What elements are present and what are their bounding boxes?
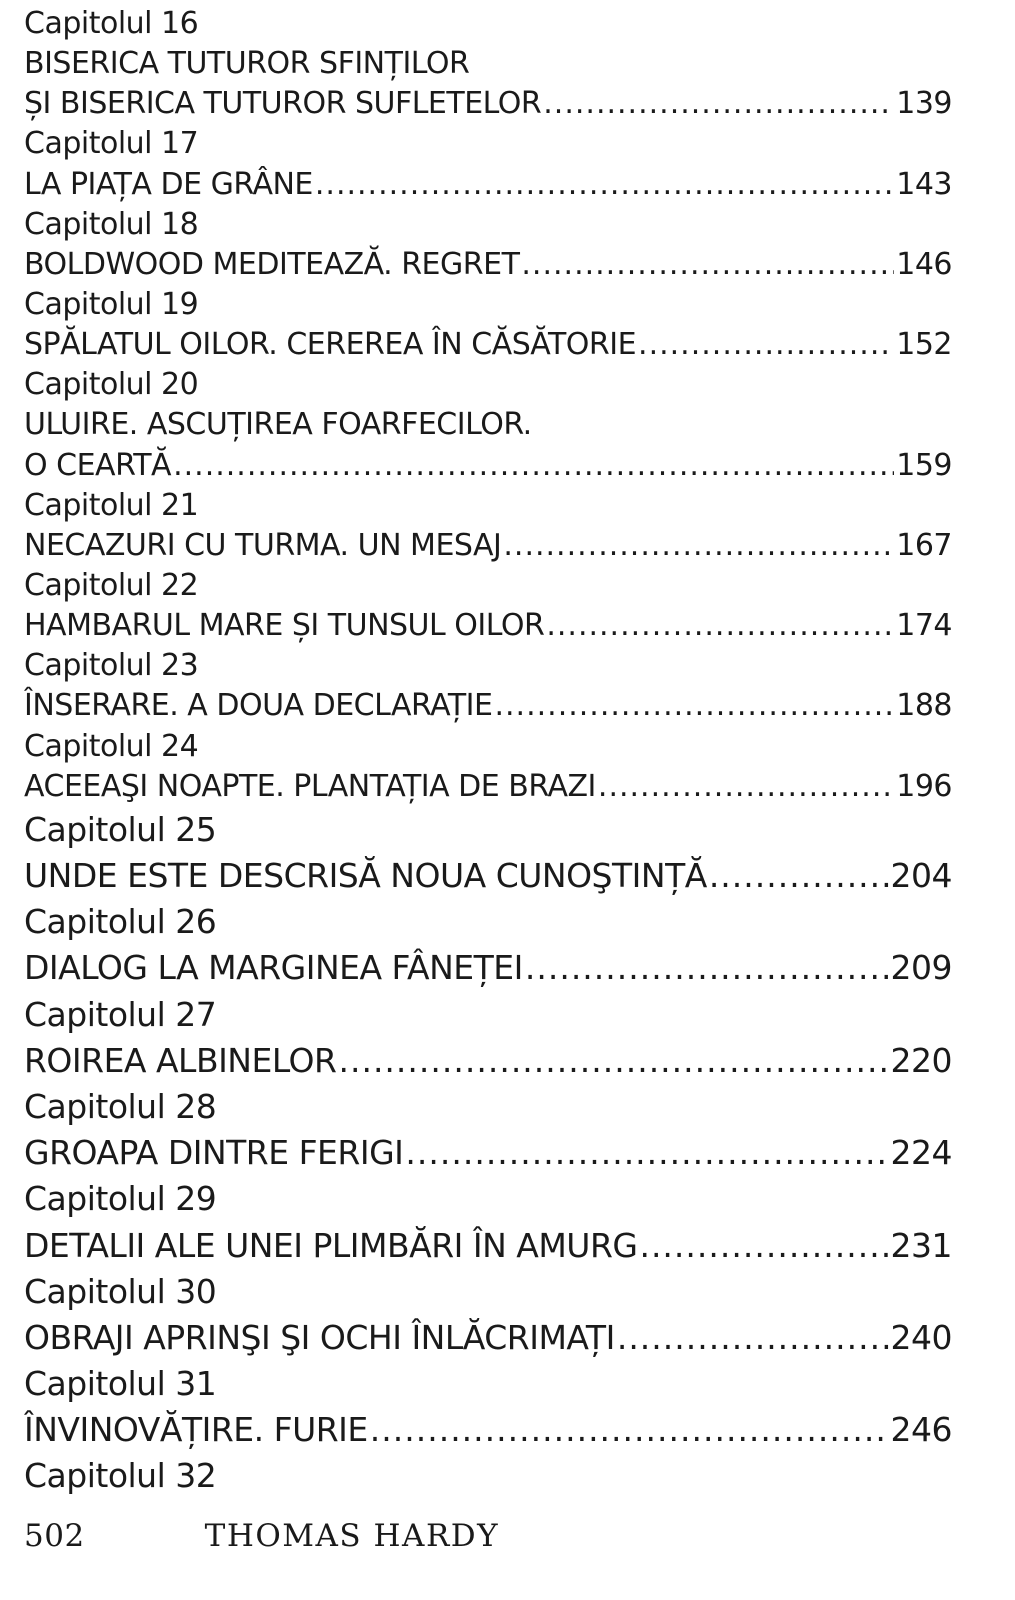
page-number-ref: 240 [890, 1317, 952, 1357]
chapter-title: LA PIAȚA DE GRÂNE [24, 166, 313, 202]
toc-entry [24, 767, 952, 807]
chapter-label: Capitolul 19 [24, 286, 199, 322]
dot-leader [598, 767, 894, 807]
chapter-title: BOLDWOOD MEDITEAZĂ. REGRET [24, 246, 520, 282]
chapter-title: DIALOG LA MARGINEA FÂNEȚEI [24, 948, 523, 988]
toc-entry [24, 853, 952, 899]
table-of-contents [24, 0, 952, 1500]
chapter-title: ACEEAŞI NOAPTE. PLANTAȚIA DE BRAZI [24, 768, 596, 804]
dot-leader [617, 1315, 889, 1361]
toc-entry [24, 1038, 952, 1084]
chapter-title: ÎNSERARE. A DOUA DECLARAȚIE [24, 688, 493, 724]
toc-entry [24, 945, 952, 991]
dot-leader [494, 686, 894, 726]
toc-entry [24, 1130, 952, 1176]
chapter-title: UNDE ESTE DESCRISĂ NOUA CUNOŞTINȚĂ [24, 856, 707, 895]
dot-leader [173, 446, 894, 486]
chapter-label: Capitolul 25 [24, 809, 217, 849]
page-number-ref: 143 [896, 166, 952, 202]
chapter-title: DETALII ALE UNEI PLIMBĂRI ÎN AMURG [24, 1225, 638, 1265]
toc-section-2 [24, 807, 952, 1500]
toc-entry [24, 165, 952, 205]
page-number-ref: 196 [896, 768, 952, 804]
dot-leader [546, 606, 894, 646]
chapter-label: Capitolul 29 [24, 1179, 217, 1219]
toc-entry [24, 1315, 952, 1361]
dot-leader [543, 84, 894, 124]
chapter-title: O CEARTĂ [24, 447, 172, 483]
chapter-title: BISERICA TUTUROR SFINȚILOR [24, 46, 470, 82]
page-number-ref: 167 [896, 527, 952, 563]
chapter-label: Capitolul 18 [24, 206, 199, 242]
toc-entry [24, 606, 952, 646]
toc-entry [24, 1223, 952, 1269]
chapter-title: ULUIRE. ASCUȚIREA FOARFECILOR. [24, 407, 532, 443]
chapter-label: Capitolul 17 [24, 126, 199, 162]
toc-entry [24, 84, 952, 124]
dot-leader [405, 1130, 888, 1176]
page-number-ref: 174 [896, 608, 952, 644]
dot-leader [638, 325, 894, 365]
chapter-title: GROAPA DINTRE FERIGI [24, 1133, 404, 1173]
dot-leader [315, 165, 894, 205]
page-footer [24, 1518, 499, 1554]
dot-leader [503, 526, 894, 566]
dot-leader [525, 945, 889, 991]
chapter-label: Capitolul 27 [24, 994, 217, 1034]
chapter-label: Capitolul 30 [24, 1271, 217, 1311]
page-number-ref: 246 [890, 1410, 952, 1450]
toc-entry [24, 686, 952, 726]
chapter-label: Capitolul 26 [24, 902, 217, 942]
page-number-ref: 209 [890, 948, 952, 988]
chapter-label: Capitolul 23 [24, 648, 199, 684]
toc-entry [24, 1407, 952, 1453]
toc-entry [24, 325, 952, 365]
chapter-title: HAMBARUL MARE ȘI TUNSUL OILOR [24, 608, 545, 644]
chapter-label: Capitolul 32 [24, 1456, 217, 1496]
chapter-label: Capitolul 20 [24, 367, 199, 403]
chapter-label: Capitolul 16 [24, 6, 199, 41]
chapter-label: Capitolul 22 [24, 567, 199, 603]
page-number-ref: 159 [896, 447, 952, 483]
chapter-label: Capitolul 21 [24, 487, 199, 523]
toc-entry [24, 446, 952, 486]
chapter-label: Capitolul 28 [24, 1086, 217, 1126]
dot-leader [709, 853, 889, 899]
page-number: 502 [24, 1518, 85, 1554]
chapter-title: ROIREA ALBINELOR [24, 1040, 337, 1080]
chapter-title: ÎNVINOVĂȚIRE. FURIE [24, 1410, 368, 1450]
dot-leader [639, 1223, 888, 1269]
chapter-title: SPĂLATUL OILOR. CEREREA ÎN CĂSĂTORIE [24, 327, 637, 363]
page-number-ref: 152 [896, 327, 952, 363]
chapter-title: ȘI BISERICA TUTUROR SUFLETELOR [24, 86, 542, 122]
page-number-ref: 231 [890, 1225, 952, 1265]
chapter-title: OBRAJI APRINŞI ŞI OCHI ÎNLĂCRIMAȚI [24, 1317, 615, 1357]
dot-leader [370, 1407, 889, 1453]
toc-entry [24, 526, 952, 566]
running-head-author: THOMAS HARDY [204, 1518, 500, 1554]
page-number-ref: 224 [890, 1133, 952, 1173]
dot-leader [338, 1038, 888, 1084]
toc-entry [24, 245, 952, 285]
page-number-ref: 146 [896, 246, 952, 282]
page-number-ref: 204 [890, 856, 952, 895]
chapter-label: Capitolul 31 [24, 1364, 217, 1404]
page-number-ref: 220 [890, 1040, 952, 1080]
chapter-title: NECAZURI CU TURMA. UN MESAJ [24, 527, 502, 563]
dot-leader [521, 245, 894, 285]
toc-section-1 [24, 0, 952, 807]
chapter-label: Capitolul 24 [24, 728, 199, 764]
page-number-ref: 188 [896, 688, 952, 724]
page-number-ref: 139 [896, 86, 952, 122]
